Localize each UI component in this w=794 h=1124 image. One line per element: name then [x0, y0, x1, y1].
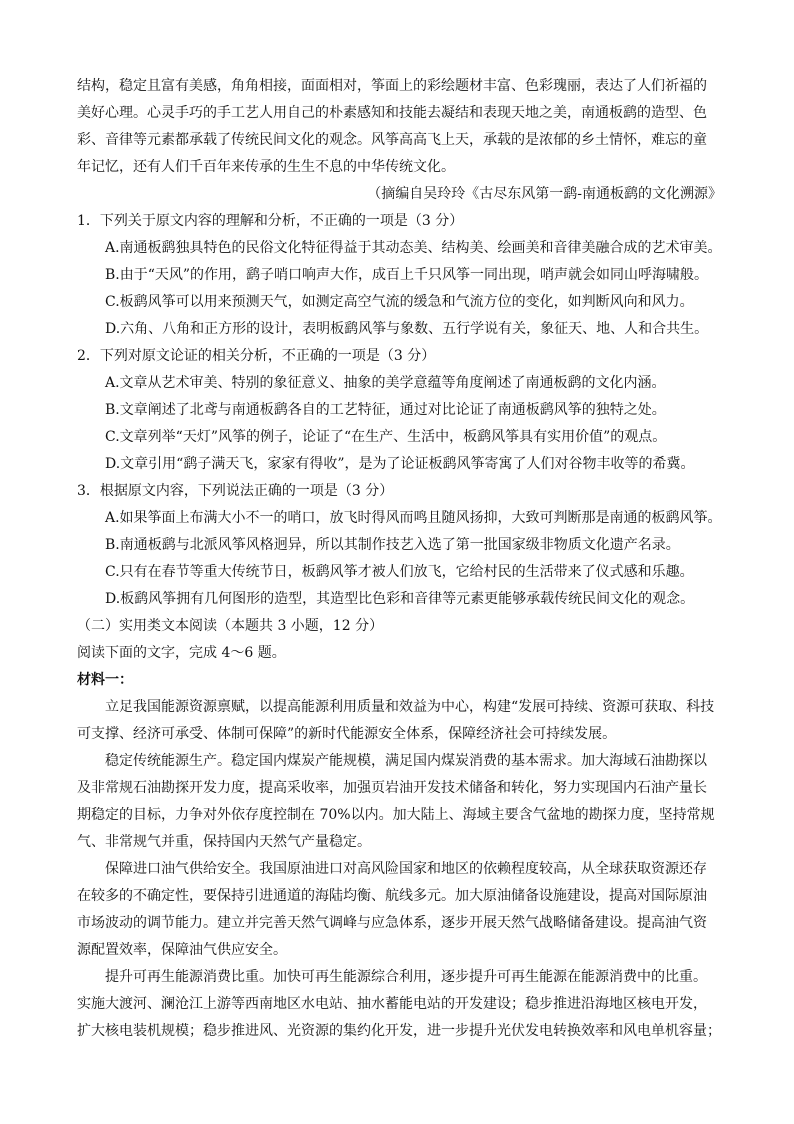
- reading-instruction: 阅读下面的文字，完成 4～6 题。: [77, 645, 286, 661]
- material-line: 保障进口油气供给安全。我国原油进口对高风险国家和地区的依赖程度较高，从全球获取资源还存: [105, 861, 707, 877]
- question-1-option-b: B.由于“天风”的作用，鹞子哨口响声大作，成百上千只风筝一同出现，哨声就会如同山呼海啸般。: [105, 267, 709, 283]
- material-line: 市场波动的调节能力。建立并完善天然气调峰与应急体系，逐步开展天然气战略储备建设。提高油气资: [77, 915, 707, 931]
- section-heading: （二）实用类文本阅读（本题共 3 小题，12 分）: [77, 618, 384, 634]
- material-line: 扩大核电装机规模；稳步推进风、光资源的集约化开发，进一步提升光伏发电转换效率和风电单机容量；: [77, 1023, 721, 1039]
- material-line: 提升可再生能源消费比重。加快可再生能源综合利用，逐步提升可再生能源在能源消费中的比重。: [105, 969, 707, 985]
- question-1-option-d: D.六角、八角和正方形的设计，表明板鹞风筝与象数、五行学说有关，象征天、地、人和合共生。: [105, 321, 709, 337]
- question-2-option-b: B.文章阐述了北鸢与南通板鹞各自的工艺特征，通过对比论证了南通板鹞风筝的独特之处。: [105, 402, 666, 418]
- material-line: 期稳定的目标，力争对外依存度控制在 70%以内。加大陆上、海域主要含气盆地的勘探力度，坚持常规: [77, 807, 715, 823]
- material-line: 气、非常规气并重，保持国内天然气产量稳定。: [77, 834, 371, 850]
- source-citation: （摘编自吴玲玲《古尽东风第一鹞-南通板鹞的文化溯源》: [367, 186, 722, 202]
- material-line: 可支撑、经济可承受、体制可保障”的新时代能源安全体系，保障经济社会可持续发展。: [77, 726, 617, 742]
- question-3-option-d: D.板鹞风筝拥有几何图形的造型，其造型比色彩和音律等元素更能够承载传统民间文化的观念。: [105, 591, 695, 607]
- intro-line: 美好心理。心灵手巧的手工艺人用自己的朴素感知和技能去凝结和表现天地之美，南通板鹞的造型、色: [77, 105, 707, 121]
- question-1-option-a: A.南通板鹞独具特色的民俗文化特征得益于其动态美、结构美、绘画美和音律美融合成的艺术审美。: [105, 240, 722, 256]
- question-1-option-c: C.板鹞风筝可以用来预测天气，如测定高空气流的缓急和气流方位的变化，如判断风向和风力。: [105, 294, 694, 310]
- question-3-stem: 3．根据原文内容，下列说法正确的一项是（3 分）: [77, 483, 394, 499]
- material-line: 稳定传统能源生产。稳定国内煤炭产能规模，满足国内煤炭消费的基本需求。加大海域石油勘探以: [105, 753, 707, 769]
- question-3-option-b: B.南通板鹞与北派风筝风格迥异，所以其制作技艺入选了第一批国家级非物质文化遗产名录。: [105, 537, 680, 553]
- intro-line: 彩、音律等元素都承载了传统民间文化的观念。风筝高高飞上天，承载的是浓郁的乡土情怀，难忘的童: [77, 132, 707, 148]
- intro-line: 结构，稳定且富有美感，角角相接，面面相对，筝面上的彩绘题材丰富、色彩瑰丽，表达了人们祈福的: [77, 78, 707, 94]
- material-title: 材料一：: [77, 672, 133, 688]
- question-2-stem: 2．下列对原文论证的相关分析，不正确的一项是（3 分）: [77, 348, 436, 364]
- question-2-option-d: D.文章引用“鹞子满天飞，家家有得收”，是为了论证板鹞风筝寄寓了人们对谷物丰收等的希冀。: [105, 456, 695, 472]
- material-line: 在较多的不确定性，要保持引进通道的海陆均衡、航线多元。加大原油储备设施建设，提高对国际原油: [77, 888, 707, 904]
- material-line: 及非常规石油勘探开发力度，提高采收率，加强页岩油开发技术储备和转化，努力实现国内石油产量长: [77, 780, 707, 796]
- question-3-option-a: A.如果筝面上布满大小不一的哨口，放飞时得风而鸣且随风扬抑，大致可判断那是南通的板鹞风筝。: [105, 510, 722, 526]
- intro-line: 年记忆，还有人们千百年来传承的生生不息的中华传统文化。: [77, 159, 455, 175]
- material-line: 源配置效率，保障油气供应安全。: [77, 942, 287, 958]
- question-3-option-c: C.只有在春节等重大传统节日，板鹞风筝才被人们放飞，它给村民的生活带来了仪式感和乐趣。: [105, 564, 694, 580]
- question-2-option-c: C.文章列举“天灯”风筝的例子，论证了“在生产、生活中，板鹞风筝具有实用价值”的观点。: [105, 429, 667, 445]
- question-1-stem: 1．下列关于原文内容的理解和分析，不正确的一项是（3 分）: [77, 213, 464, 229]
- material-line: 实施大渡河、澜沧江上游等西南地区水电站、抽水蓄能电站的开发建设；稳步推进沿海地区核电开发，: [77, 996, 707, 1012]
- question-2-option-a: A.文章从艺术审美、特别的象征意义、抽象的美学意蕴等角度阐述了南通板鹞的文化内涵。: [105, 375, 666, 391]
- material-line: 立足我国能源资源禀赋，以提高能源利用质量和效益为中心，构建“发展可持续、资源可获取、科技: [105, 699, 715, 715]
